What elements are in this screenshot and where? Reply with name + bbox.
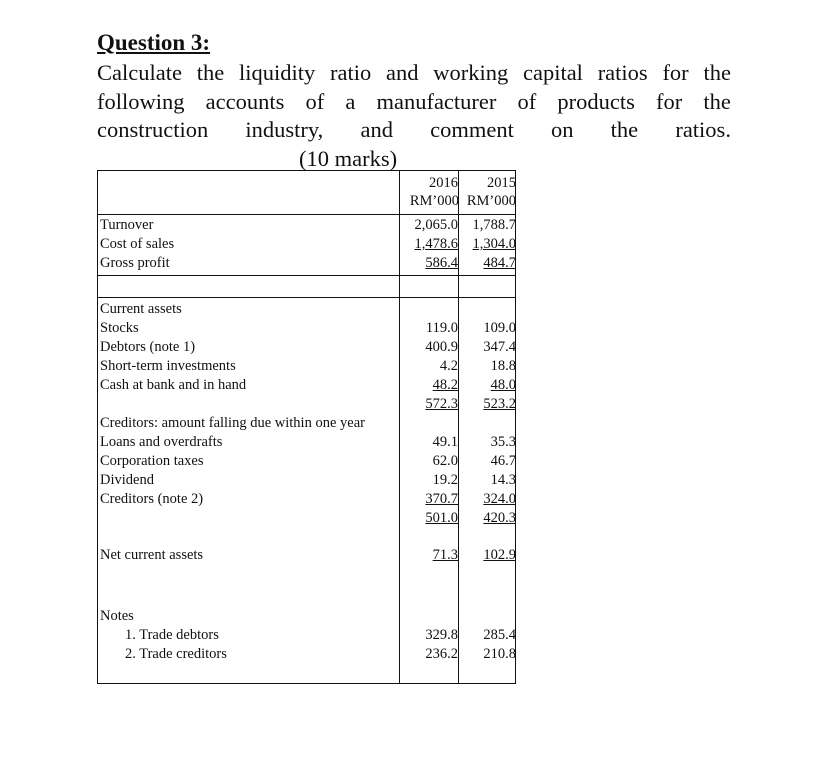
column-divider: [458, 170, 459, 684]
cell-trade-creditors-2016: 236.2: [425, 646, 458, 662]
row-divider: [97, 297, 516, 298]
cell-dividend-2016: 19.2: [432, 472, 458, 488]
word: and: [360, 117, 393, 142]
row-divider: [97, 275, 516, 276]
cell-loans-2015: 35.3: [490, 434, 516, 450]
row-label-stocks: Stocks: [100, 320, 139, 336]
cell-trade-creditors-2015: 210.8: [483, 646, 516, 662]
word: ratios: [597, 60, 648, 85]
row-label-loans: Loans and overdrafts: [100, 434, 223, 450]
cell-short-term-investments-2016: 4.2: [439, 358, 458, 374]
word: ratios.: [675, 117, 731, 142]
row-label-net-current-assets: Net current assets: [100, 547, 204, 563]
column-divider: [399, 170, 400, 684]
word: industry,: [245, 117, 324, 142]
row-label-turnover: Turnover: [100, 217, 154, 233]
cell-cost-of-sales-2015: 1,304.0: [472, 236, 516, 252]
cell-turnover-2015: 1,788.7: [472, 217, 516, 233]
cell-current-assets-total-2016: 572.3: [425, 396, 458, 412]
section-creditors: Creditors: amount falling due within one year: [100, 415, 365, 431]
cell-trade-debtors-2015: 285.4: [483, 627, 516, 643]
cell-gross-profit-2016: 586.4: [425, 255, 458, 271]
word: for: [662, 60, 689, 85]
word: and: [385, 60, 419, 85]
question-heading: Question 3:: [97, 30, 211, 55]
word: comment: [430, 117, 514, 142]
question-line-1: [97, 60, 731, 86]
row-divider: [97, 214, 516, 215]
cell-corporation-taxes-2015: 46.7: [490, 453, 516, 469]
cell-creditors-2015: 324.0: [483, 491, 516, 507]
cell-short-term-investments-2015: 18.8: [490, 358, 516, 374]
cell-cost-of-sales-2016: 1,478.6: [414, 236, 458, 252]
cell-stocks-2015: 109.0: [483, 320, 516, 336]
row-label-gross-profit: Gross profit: [100, 255, 170, 271]
cell-turnover-2016: 2,065.0: [414, 217, 458, 233]
word: construction: [97, 117, 209, 142]
cell-debtors-2015: 347.4: [483, 339, 516, 355]
word: of: [517, 89, 537, 114]
word: the: [703, 89, 731, 114]
cell-stocks-2016: 119.0: [425, 320, 458, 336]
cell-current-assets-total-2015: 523.2: [483, 396, 516, 412]
word: the: [610, 117, 639, 142]
question-line-2: [97, 89, 731, 115]
word: liquidity: [238, 60, 316, 85]
cell-debtors-2016: 400.9: [425, 339, 458, 355]
word: the: [703, 60, 731, 85]
cell-creditors-total-2016: 501.0: [425, 510, 458, 526]
word: a: [345, 89, 356, 114]
word: for: [656, 89, 683, 114]
word: working: [433, 60, 509, 85]
header-year-2016: 2016: [429, 175, 458, 191]
header-unit-2015: RM’000: [466, 193, 516, 209]
row-label-corporation-taxes: Corporation taxes: [100, 453, 204, 469]
cell-net-current-assets-2015: 102.9: [483, 547, 516, 563]
cell-loans-2016: 49.1: [432, 434, 458, 450]
row-label-cash: Cash at bank and in hand: [100, 377, 247, 393]
row-label-dividend: Dividend: [100, 472, 154, 488]
cell-gross-profit-2015: 484.7: [483, 255, 516, 271]
word: following: [97, 89, 185, 114]
cell-cash-2016: 48.2: [432, 377, 458, 393]
word: the: [196, 60, 225, 85]
row-label-short-term-investments: Short-term investments: [100, 358, 236, 374]
row-label-trade-debtors: 1. Trade debtors: [125, 627, 219, 643]
header-year-2015: 2015: [487, 175, 516, 191]
cell-trade-debtors-2016: 329.8: [425, 627, 458, 643]
cell-net-current-assets-2016: 71.3: [432, 547, 458, 563]
header-unit-2016: RM’000: [409, 193, 459, 209]
question-line-3: [97, 117, 731, 143]
cell-corporation-taxes-2016: 62.0: [432, 453, 458, 469]
word: manufacturer: [376, 89, 497, 114]
cell-creditors-2016: 370.7: [425, 491, 458, 507]
word: of: [305, 89, 325, 114]
row-label-trade-creditors: 2. Trade creditors: [125, 646, 227, 662]
word: products: [557, 89, 635, 114]
row-label-cost-of-sales: Cost of sales: [100, 236, 175, 252]
row-label-creditors: Creditors (note 2): [100, 491, 204, 507]
section-current-assets: Current assets: [100, 301, 182, 317]
row-label-debtors: Debtors (note 1): [100, 339, 196, 355]
cell-creditors-total-2015: 420.3: [483, 510, 516, 526]
section-notes: Notes: [100, 608, 134, 624]
cell-dividend-2015: 14.3: [490, 472, 516, 488]
word: capital: [522, 60, 583, 85]
word: on: [551, 117, 574, 142]
cell-cash-2015: 48.0: [490, 377, 516, 393]
word: Calculate: [97, 60, 182, 85]
marks-label: (10 marks): [299, 146, 398, 171]
word: ratio: [329, 60, 372, 85]
word: accounts: [205, 89, 285, 114]
